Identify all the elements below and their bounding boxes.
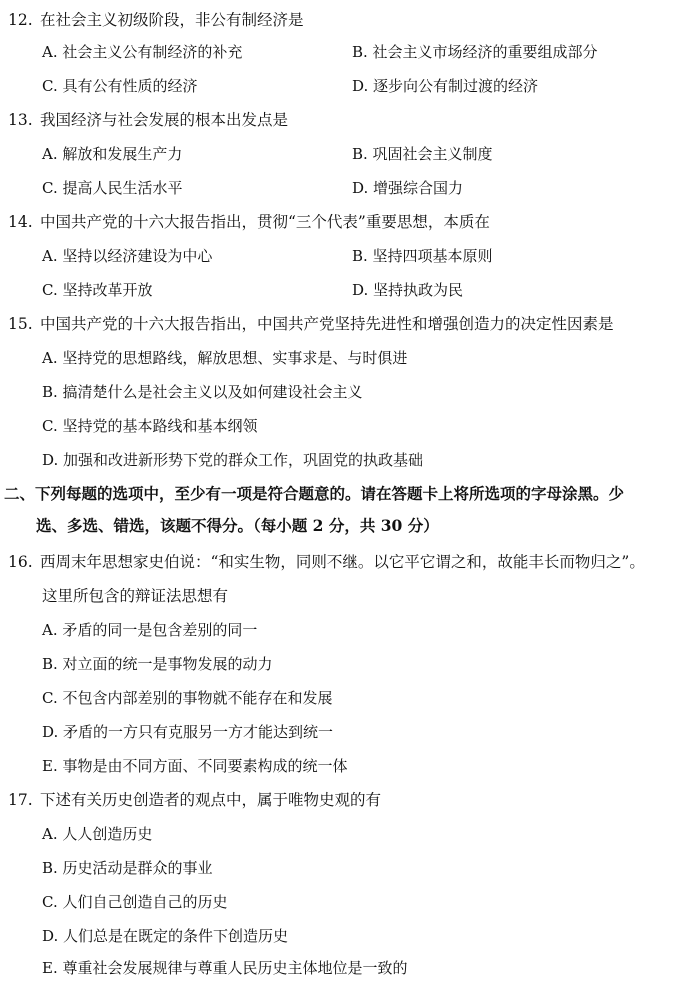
option-a: A. 解放和发展生产力 [42,145,183,163]
option-d: D. 逐步向公有制过渡的经济 [352,77,539,95]
option-c: C. 坚持改革开放 [42,281,153,299]
option-b: B. 社会主义市场经济的重要组成部分 [352,43,598,61]
option-c: C. 不包含内部差别的事物就不能存在和发展 [42,689,333,707]
question-13 [8,110,288,130]
question-stem: 在社会主义初级阶段，非公有制经济是 [40,11,304,29]
option-e: E. 事物是由不同方面、不同要素构成的统一体 [42,757,348,775]
option-b: B. 坚持四项基本原则 [352,247,493,265]
question-number: 14. [8,213,33,231]
option-d: D. 坚持执政为民 [352,281,464,299]
option-a: A. 坚持党的思想路线，解放思想、实事求是、与时俱进 [42,349,408,367]
option-a: A. 社会主义公有制经济的补充 [42,43,243,61]
question-12 [8,10,304,30]
option-d: D. 加强和改进新形势下党的群众工作，巩固党的执政基础 [42,451,424,469]
question-stem-continued: 这里所包含的辩证法思想有 [42,587,229,605]
question-17 [8,790,381,810]
option-d: D. 人们总是在既定的条件下创造历史 [42,927,289,945]
question-number: 12. [8,11,33,29]
option-b: B. 历史活动是群众的事业 [42,859,213,877]
option-b: B. 搞清楚什么是社会主义以及如何建设社会主义 [42,383,363,401]
question-number: 13. [8,111,33,129]
question-stem: 我国经济与社会发展的根本出发点是 [40,111,289,129]
option-c: C. 提高人民生活水平 [42,179,183,197]
option-b: B. 对立面的统一是事物发展的动力 [42,655,273,673]
option-d: D. 增强综合国力 [352,179,464,197]
question-number: 16. [8,553,33,571]
question-stem: 西周末年思想家史伯说：“和实生物，同则不继。以它平它谓之和，故能丰长而物归之”。 [40,553,645,571]
option-c: C. 坚持党的基本路线和基本纲领 [42,417,258,435]
option-c: C. 人们自己创造自己的历史 [42,893,228,911]
option-a: A. 人人创造历史 [42,825,153,843]
question-16 [8,552,645,572]
question-14 [8,212,490,232]
option-b: B. 巩固社会主义制度 [352,145,493,163]
question-number: 15. [8,315,33,333]
question-stem: 中国共产党的十六大报告指出，中国共产党坚持先进性和增强创造力的决定性因素是 [40,315,614,333]
section-heading-line-2: 选、多选、错选，该题不得分。（每小题 2 分，共 30 分） [36,516,439,535]
question-stem: 下述有关历史创造者的观点中，属于唯物史观的有 [40,791,382,809]
option-c: C. 具有公有性质的经济 [42,77,198,95]
option-e: E. 尊重社会发展规律与尊重人民历史主体地位是一致的 [42,959,408,977]
question-number: 17. [8,791,33,809]
option-a: A. 矛盾的同一是包含差别的同一 [42,621,258,639]
question-stem: 中国共产党的十六大报告指出，贯彻“三个代表”重要思想，本质在 [40,213,490,231]
question-15 [8,314,614,334]
option-d: D. 矛盾的一方只有克服另一方才能达到统一 [42,723,334,741]
option-a: A. 坚持以经济建设为中心 [42,247,213,265]
section-heading-line-1: 二、下列每题的选项中，至少有一项是符合题意的。请在答题卡上将所选项的字母涂黑。少 [4,484,625,503]
